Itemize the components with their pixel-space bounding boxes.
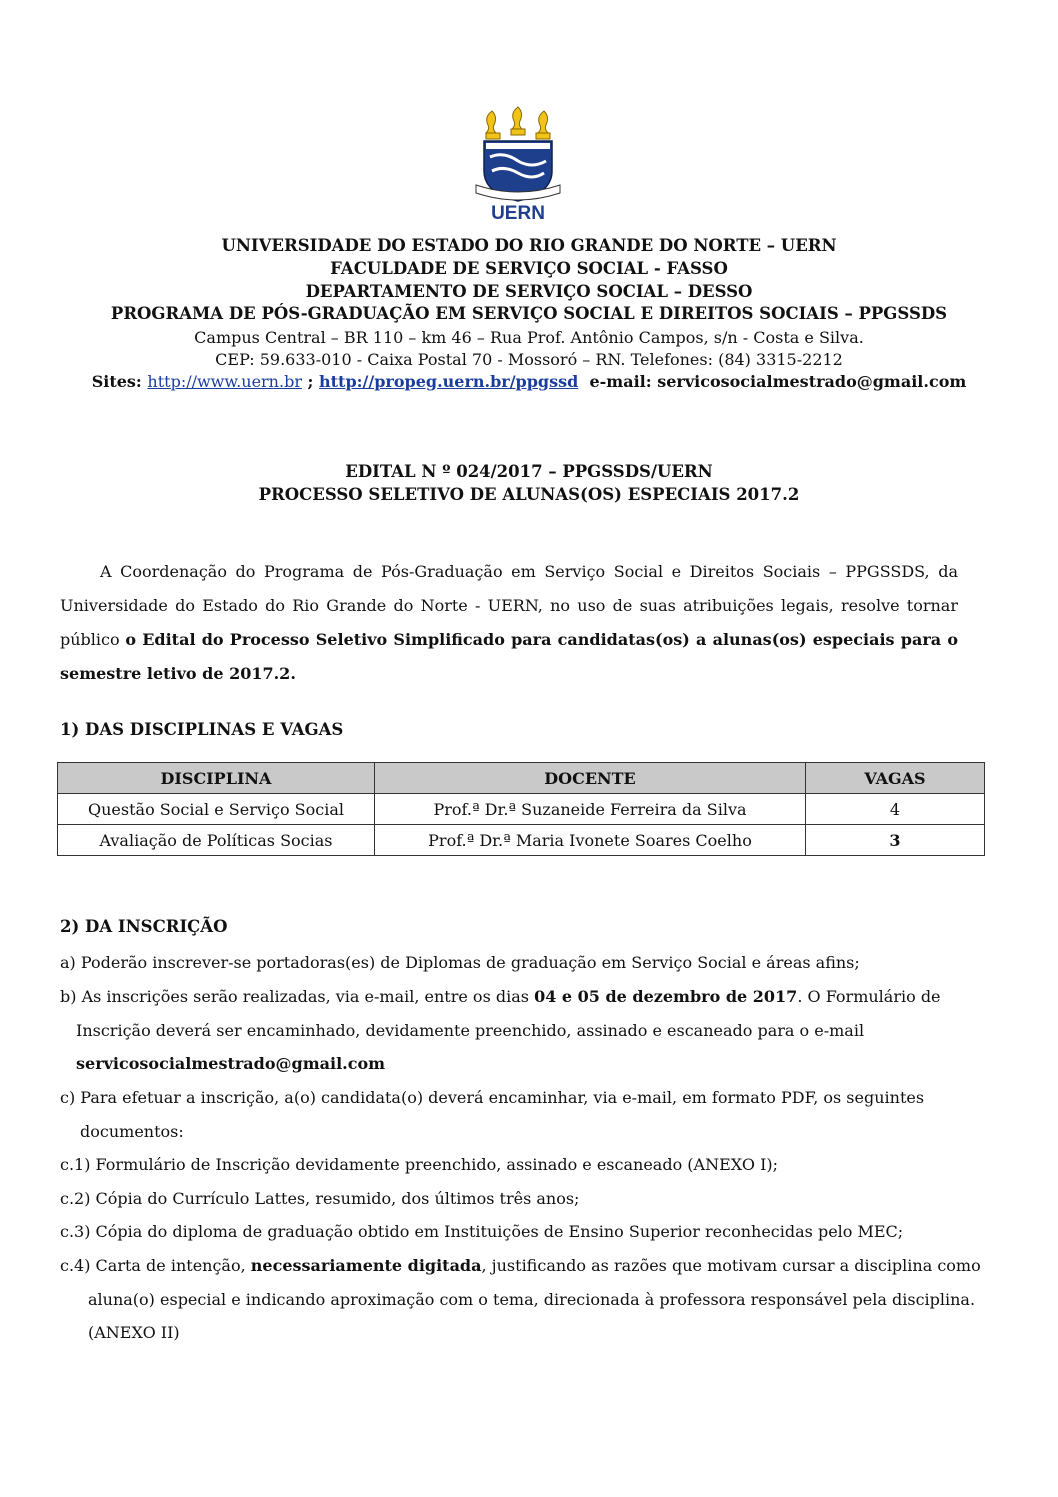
- table-row: [58, 794, 985, 825]
- section2-title: 2) DA INSCRIÇÃO: [60, 917, 228, 936]
- item-c: c) Para efetuar a inscrição, a(o) candidata(o) deverá encaminhar, via e-mail, em formato PDF, os seguintes: [60, 1088, 925, 1107]
- item-b-email: servicosocialmestrado@gmail.com: [76, 1054, 386, 1073]
- item-b: [60, 987, 941, 1006]
- header-department: DEPARTAMENTO DE SERVIÇO SOCIAL – DESSO: [305, 282, 753, 301]
- cell-disciplina: Questão Social e Serviço Social: [58, 794, 375, 825]
- intro-paragraph: [60, 555, 958, 691]
- item-b-line2: Inscrição deverá ser encaminhado, devidamente preenchido, assinado e escaneado para o e-mail: [76, 1021, 865, 1040]
- disciplinas-table: [57, 762, 985, 856]
- item-c1: c.1) Formulário de Inscrição devidamente preenchido, assinado e escaneado (ANEXO I);: [60, 1155, 779, 1174]
- cell-vagas: 4: [806, 794, 985, 825]
- header-program: PROGRAMA DE PÓS-GRADUAÇÃO EM SERVIÇO SOCIAL E DIREITOS SOCIAIS – PPGSSDS: [110, 304, 948, 323]
- header-faculty: FACULDADE DE SERVIÇO SOCIAL - FASSO: [330, 259, 728, 278]
- header-contact: CEP: 59.633-010 - Caixa Postal 70 - Mossoró – RN. Telefones: (84) 3315-2212: [215, 350, 843, 369]
- item-c4-bold: necessariamente digitada: [250, 1256, 482, 1275]
- header-university: UNIVERSIDADE DO ESTADO DO RIO GRANDE DO NORTE – UERN: [221, 236, 837, 255]
- header-email: servicosocialmestrado@gmail.com: [657, 372, 967, 391]
- header-sites: [0, 372, 1058, 391]
- item-b-text-end: . O Formulário de: [797, 987, 941, 1006]
- intro-text: A Coordenação do Programa de Pós-Graduação em Serviço Social e Direitos Sociais – PPGSSDS, da Universidade do Estado do Rio Grande do Norte - UERN, no uso de suas atribuições legais, resolve tornar público: [60, 562, 958, 649]
- site-link-uern[interactable]: http://www.uern.br: [147, 372, 302, 391]
- item-b-dates: 04 e 05 de dezembro de 2017: [534, 987, 798, 1006]
- item-c4: [60, 1256, 981, 1275]
- uern-logo: [470, 105, 566, 221]
- section1-title: 1) DAS DISCIPLINAS E VAGAS: [60, 720, 344, 739]
- sites-label: Sites:: [91, 372, 142, 391]
- col-docente: DOCENTE: [375, 763, 806, 794]
- item-c-line2: documentos:: [80, 1122, 184, 1141]
- item-c3: c.3) Cópia do diploma de graduação obtido em Instituições de Ensino Superior reconhecidas pelo MEC;: [60, 1222, 904, 1241]
- item-b-text: b) As inscrições serão realizadas, via e-mail, entre os dias: [60, 987, 535, 1006]
- item-c4-text-end: , justificando as razões que motivam cursar a disciplina como: [481, 1256, 981, 1275]
- sites-separator: ;: [307, 372, 314, 391]
- cell-disciplina: Avaliação de Políticas Socias: [58, 825, 375, 856]
- uern-crest-icon: [470, 105, 566, 221]
- item-c2: c.2) Cópia do Currículo Lattes, resumido, dos últimos três anos;: [60, 1189, 580, 1208]
- edital-number: EDITAL N º 024/2017 – PPGSSDS/UERN: [345, 462, 713, 481]
- edital-title: PROCESSO SELETIVO DE ALUNAS(OS) ESPECIAIS 2017.2: [258, 485, 800, 504]
- intro-bold-text: o Edital do Processo Seletivo Simplificado para candidatas(os) a alunas(os) especiais para o semestre letivo de 2017.2.: [60, 630, 958, 683]
- site-link-ppgssd[interactable]: http://propeg.uern.br/ppgssd: [319, 372, 579, 391]
- logo-wordmark: UERN: [491, 203, 545, 221]
- item-a: a) Poderão inscrever-se portadoras(es) de Diplomas de graduação em Serviço Social e áreas afins;: [60, 953, 860, 972]
- email-label: e-mail:: [589, 372, 652, 391]
- col-vagas: VAGAS: [806, 763, 985, 794]
- cell-docente: Prof.ª Dr.ª Suzaneide Ferreira da Silva: [375, 794, 806, 825]
- cell-docente: Prof.ª Dr.ª Maria Ivonete Soares Coelho: [375, 825, 806, 856]
- cell-vagas: 3: [806, 825, 985, 856]
- table-header-row: [58, 763, 985, 794]
- table-row: [58, 825, 985, 856]
- item-c4-line3: (ANEXO II): [88, 1323, 180, 1342]
- item-c4-text: c.4) Carta de intenção,: [60, 1256, 251, 1275]
- header-address: Campus Central – BR 110 – km 46 – Rua Prof. Antônio Campos, s/n - Costa e Silva.: [194, 328, 864, 347]
- col-disciplina: DISCIPLINA: [58, 763, 375, 794]
- item-c4-line2: aluna(o) especial e indicando aproximação com o tema, direcionada à professora responsável pela disciplina.: [88, 1290, 976, 1309]
